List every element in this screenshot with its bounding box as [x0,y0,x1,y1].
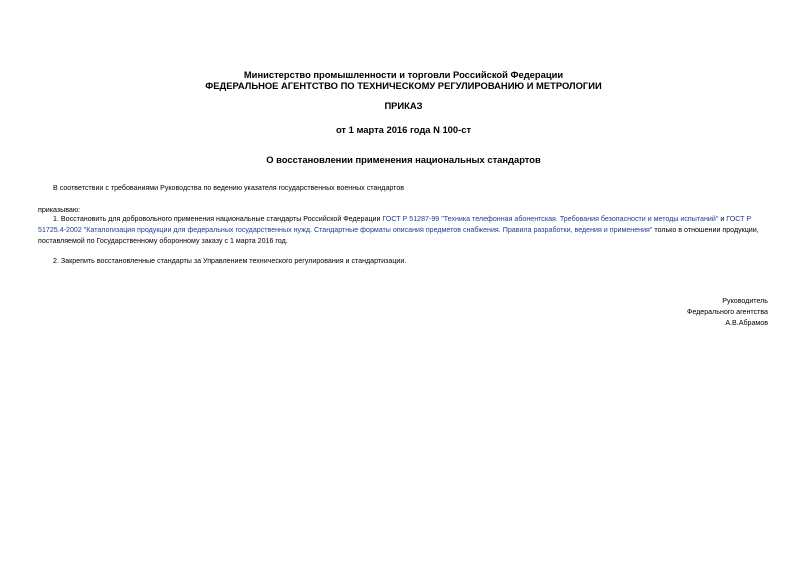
order-item-2: 2. Закрепить восстановленные стандарты за Управлением технического регулирования и стандартизации. [53,257,407,265]
document-date-number: от 1 марта 2016 года N 100-ст [335,124,472,135]
basis-paragraph: В соответствии с требованиями Руководства по ведению указателя государственных военных стандартов [53,184,405,192]
document-type: ПРИКАЗ [384,100,423,111]
gost-51725-4-link[interactable]: ГОСТ Р 51725.4-2002 "Каталогизация продукции для федеральных государственных нужд. Стандартные форматы описания предметов снабжения. Правила разработки, ведения и применения" [38,215,752,234]
order-item-1 [38,214,772,247]
item1-suffix: только в отношении продукции, поставляемой по Государственному оборонному заказу с 1 марта 2016 год. [38,226,759,245]
document-subject: О восстановлении применения национальных стандартов [266,154,541,165]
agency-name: ФЕДЕРАЛЬНОЕ АГЕНТСТВО ПО ТЕХНИЧЕСКОМУ РЕГУЛИРОВАНИЮ И МЕТРОЛОГИИ [205,80,602,91]
signature-position-line1: Руководитель [722,297,768,305]
signature-name: А.В.Абрамов [725,319,768,327]
order-word: приказываю: [38,206,81,214]
signature-position-line2: Федерального агентства [686,308,768,316]
ministry-name: Министерство промышленности и торговли Российской Федерации [243,69,564,80]
gost-51287-link[interactable]: ГОСТ Р 51287-99 "Техника телефонная абонентская. Требования безопасности и методы испытаний" [382,215,719,223]
item1-prefix: 1. Восстановить для добровольного применения национальные стандарты Российской Федерации [53,215,383,223]
item1-mid: и [718,215,727,223]
